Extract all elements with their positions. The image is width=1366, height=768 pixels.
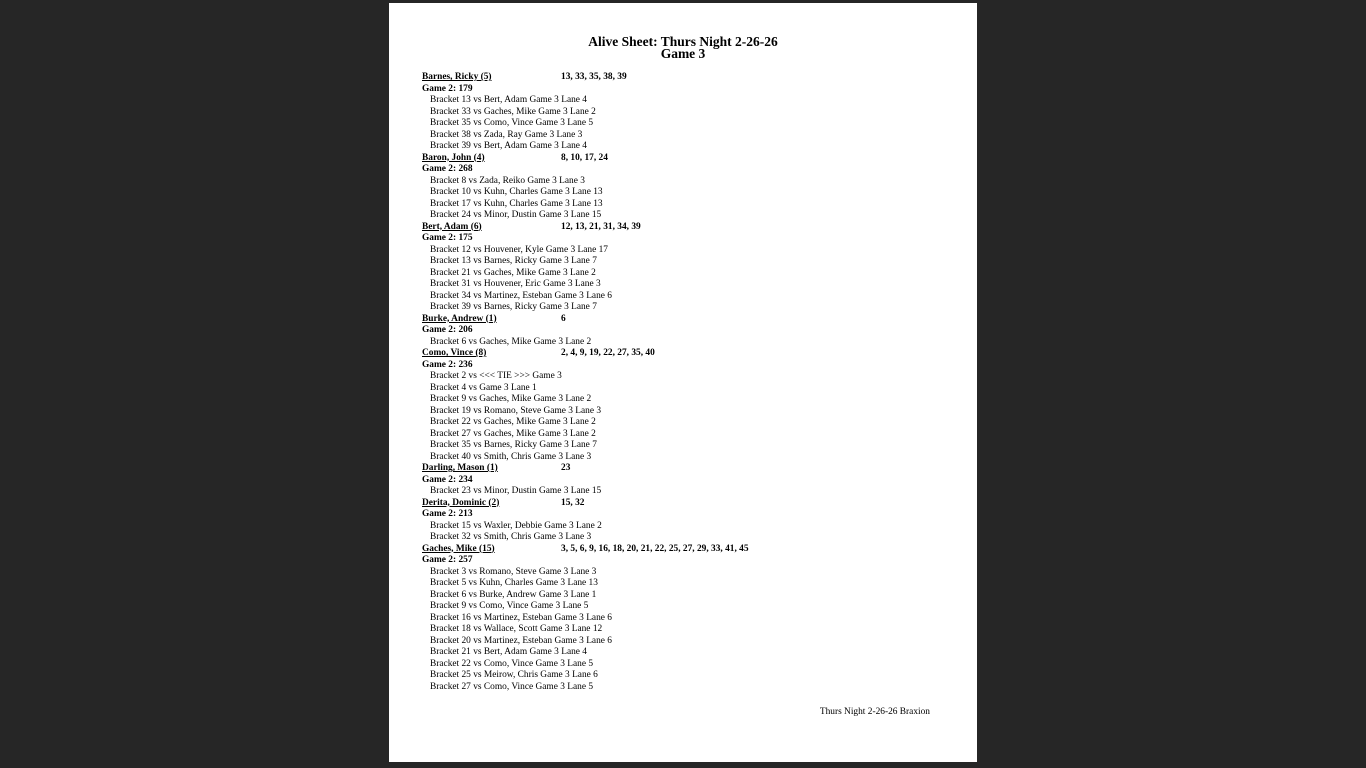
bowler-header <box>422 222 942 234</box>
bowler-name: Darling, Mason (1) <box>422 463 498 473</box>
bowler-game-score: Game 2: 234 <box>422 474 473 485</box>
bracket-line: Bracket 5 vs Kuhn, Charles Game 3 Lane 13 <box>430 578 598 588</box>
bowler-header <box>422 348 942 360</box>
bracket-line: Bracket 39 vs Barnes, Ricky Game 3 Lane 7 <box>430 302 597 312</box>
bracket-line: Bracket 13 vs Bert, Adam Game 3 Lane 4 <box>430 95 587 105</box>
bracket-line: Bracket 22 vs Gaches, Mike Game 3 Lane 2 <box>430 417 596 427</box>
bracket-line: Bracket 32 vs Smith, Chris Game 3 Lane 3 <box>430 532 592 542</box>
bracket-line: Bracket 16 vs Martinez, Esteban Game 3 Lane 6 <box>430 612 612 623</box>
bracket-line: Bracket 23 vs Minor, Dustin Game 3 Lane 15 <box>430 486 602 496</box>
bowler-entry <box>422 72 942 153</box>
bracket-line: Bracket 20 vs Martinez, Esteban Game 3 Lane 6 <box>430 635 612 646</box>
bracket-line: Bracket 27 vs Gaches, Mike Game 3 Lane 2 <box>430 428 596 439</box>
bracket-line: Bracket 22 vs Como, Vince Game 3 Lane 5 <box>430 658 594 669</box>
bowler-entry <box>422 348 942 463</box>
bracket-line: Bracket 12 vs Houvener, Kyle Game 3 Lane 17 <box>430 244 608 255</box>
bracket-line: Bracket 19 vs Romano, Steve Game 3 Lane 3 <box>430 405 602 416</box>
bracket-line: Bracket 3 vs Romano, Steve Game 3 Lane 3 <box>430 566 597 577</box>
bowler-name: Baron, John (4) <box>422 152 485 163</box>
bracket-line: Bracket 24 vs Minor, Dustin Game 3 Lane 15 <box>430 210 602 220</box>
bowler-brackets: 15, 32 <box>561 497 585 508</box>
bowler-brackets: 3, 5, 6, 9, 16, 18, 20, 21, 22, 25, 27, 29, 33, 41, 45 <box>561 543 749 554</box>
title-line-2: Game 3 <box>660 45 706 61</box>
bowler-entry <box>422 153 942 222</box>
bracket-line: Bracket 21 vs Gaches, Mike Game 3 Lane 2 <box>430 267 596 278</box>
document-title <box>389 36 977 59</box>
bowler-game-score: Game 2: 179 <box>422 83 473 94</box>
bowler-game-score: Game 2: 257 <box>422 555 473 565</box>
bowler-header <box>422 463 942 475</box>
bowler-game-score: Game 2: 175 <box>422 233 473 243</box>
bracket-line: Bracket 8 vs Zada, Reiko Game 3 Lane 3 <box>430 175 585 186</box>
bracket-line: Bracket 27 vs Como, Vince Game 3 Lane 5 <box>430 681 594 692</box>
bracket-line: Bracket 35 vs Como, Vince Game 3 Lane 5 <box>430 118 594 128</box>
bracket-line: Bracket 4 vs Game 3 Lane 1 <box>430 382 537 393</box>
bowler-entry <box>422 544 942 694</box>
bowler-brackets: 8, 10, 17, 24 <box>561 152 608 163</box>
bowler-entry <box>422 463 942 498</box>
bracket-line: Bracket 38 vs Zada, Ray Game 3 Lane 3 <box>430 129 583 140</box>
bowler-name: Gaches, Mike (15) <box>422 543 495 554</box>
bowler-game-score: Game 2: 268 <box>422 164 473 174</box>
bracket-line: Bracket 6 vs Burke, Andrew Game 3 Lane 1 <box>430 589 597 600</box>
bracket-line: Bracket 18 vs Wallace, Scott Game 3 Lane 12 <box>430 624 603 634</box>
bowler-header <box>422 153 942 165</box>
bracket-line: Bracket 31 vs Houvener, Eric Game 3 Lane 3 <box>430 279 601 289</box>
bowler-name: Derita, Dominic (2) <box>422 497 500 508</box>
bowler-name: Burke, Andrew (1) <box>422 313 497 324</box>
bowler-game-score: Game 2: 236 <box>422 359 473 370</box>
title-line-1: Alive Sheet: Thurs Night 2-26-26 <box>588 34 778 49</box>
bowler-header <box>422 544 942 556</box>
bracket-line: Bracket 34 vs Martinez, Esteban Game 3 Lane 6 <box>430 290 612 301</box>
bracket-line: Bracket 9 vs Como, Vince Game 3 Lane 5 <box>430 601 589 611</box>
bowler-game-score: Game 2: 213 <box>422 509 473 519</box>
bracket-line: Bracket 9 vs Gaches, Mike Game 3 Lane 2 <box>430 394 592 404</box>
bowler-brackets: 2, 4, 9, 19, 22, 27, 35, 40 <box>561 348 655 358</box>
bowler-game-score: Game 2: 206 <box>422 325 473 335</box>
bracket-line: Bracket 6 vs Gaches, Mike Game 3 Lane 2 <box>430 336 592 347</box>
bowler-name: Barnes, Ricky (5) <box>422 72 492 82</box>
bracket-line: Bracket 15 vs Waxler, Debbie Game 3 Lane 2 <box>430 520 602 531</box>
bowler-name: Bert, Adam (6) <box>422 221 482 232</box>
bracket-line: Bracket 33 vs Gaches, Mike Game 3 Lane 2 <box>430 106 596 117</box>
bowler-entry <box>422 498 942 544</box>
page-footer: Thurs Night 2-26-26 Braxion <box>819 707 930 717</box>
bowler-header <box>422 314 942 326</box>
bracket-line: Bracket 10 vs Kuhn, Charles Game 3 Lane 13 <box>430 187 603 197</box>
bowler-header <box>422 498 942 510</box>
bracket-line: Bracket 35 vs Barnes, Ricky Game 3 Lane 7 <box>430 440 597 450</box>
bracket-line: Bracket 40 vs Smith, Chris Game 3 Lane 3 <box>430 451 592 462</box>
bowler-brackets: 23 <box>561 463 571 473</box>
bowler-entry <box>422 314 942 349</box>
bracket-line: Bracket 21 vs Bert, Adam Game 3 Lane 4 <box>430 647 587 657</box>
bowler-brackets: 6 <box>561 313 566 324</box>
bracket-line: Bracket 2 vs <<< TIE >>> Game 3 <box>430 371 562 381</box>
bowler-name: Como, Vince (8) <box>422 348 487 358</box>
bowler-brackets: 13, 33, 35, 38, 39 <box>561 72 627 82</box>
bracket-line: Bracket 39 vs Bert, Adam Game 3 Lane 4 <box>430 141 587 151</box>
bowler-brackets: 12, 13, 21, 31, 34, 39 <box>561 221 641 232</box>
bowler-entry <box>422 222 942 314</box>
bracket-line: Bracket 13 vs Barnes, Ricky Game 3 Lane 7 <box>430 256 597 266</box>
bracket-line: Bracket 17 vs Kuhn, Charles Game 3 Lane 13 <box>430 198 603 209</box>
bowler-header <box>422 72 942 84</box>
document-page <box>389 3 977 762</box>
bracket-line: Bracket 25 vs Meirow, Chris Game 3 Lane 6 <box>430 670 598 680</box>
bowler-list <box>422 72 942 693</box>
